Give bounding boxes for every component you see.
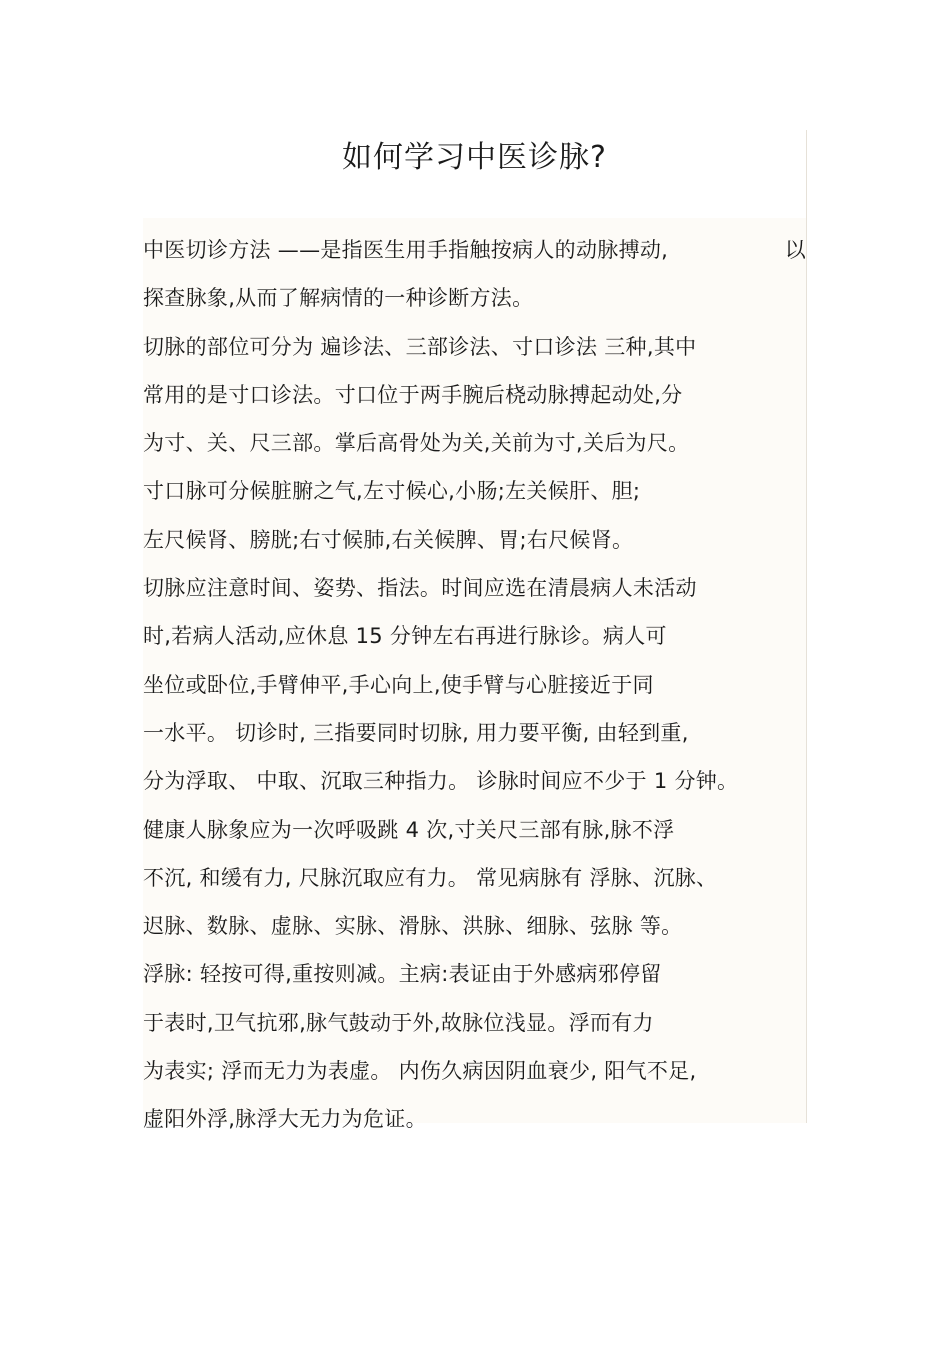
- title-band: [143, 130, 806, 218]
- text-line: [143, 226, 806, 274]
- text-line: 不沉, 和缓有力, 尺脉沉取应有力。 常见病脉有 浮脉、沉脉、: [143, 865, 718, 890]
- text-line: 探查脉象,从而了解病情的一种诊断方法。: [143, 286, 534, 311]
- text-line: 分为浮取、 中取、沉取三种指力。 诊脉时间应不少于 1 分钟。: [143, 769, 739, 794]
- text-line: 为寸、关、尺三部。掌后高骨处为关,关前为寸,关后为尺。: [143, 431, 690, 456]
- text-line: 常用的是寸口诊法。寸口位于两手腕后桡动脉搏起动处,分: [143, 382, 683, 407]
- document-title: 如何学习中医诊脉?: [342, 140, 607, 175]
- text-line-segment: 以: [784, 238, 806, 262]
- text-line: 一水平。 切诊时, 三指要同时切脉, 用力要平衡, 由轻到重,: [143, 720, 689, 745]
- document-body: [143, 226, 806, 1144]
- text-line: 浮脉: 轻按可得,重按则减。主病:表证由于外感病邪停留: [143, 962, 662, 987]
- text-line: 虚阳外浮,脉浮大无力为危证。: [143, 1107, 427, 1132]
- text-line: 迟脉、数脉、虚脉、实脉、滑脉、洪脉、细脉、弦脉 等。: [143, 914, 683, 939]
- text-line: 健康人脉象应为一次呼吸跳 4 次,寸关尺三部有脉,脉不浮: [143, 817, 675, 842]
- text-line: 于表时,卫气抗邪,脉气鼓动于外,故脉位浅显。浮而有力: [143, 1010, 654, 1035]
- text-line: 左尺候肾、膀胱;右寸候肺,右关候脾、胃;右尺候肾。: [143, 527, 634, 552]
- text-line: 时,若病人活动,应休息 15 分钟左右再进行脉诊。病人可: [143, 624, 667, 649]
- document-content: [143, 130, 807, 1132]
- text-line: 切脉应注意时间、姿势、指法。时间应选在清晨病人未活动: [143, 576, 697, 601]
- text-line: 寸口脉可分候脏腑之气,左寸候心,小肠;左关候肝、胆;: [143, 479, 641, 504]
- text-line-segment: 中医切诊方法 ——是指医生用手指触按病人的动脉搏动,: [143, 238, 669, 262]
- text-line: 切脉的部位可分为 遍诊法、三部诊法、寸口诊法 三种,其中: [143, 334, 697, 359]
- text-line: 坐位或卧位,手臂伸平,手心向上,使手臂与心脏接近于同: [143, 672, 654, 697]
- text-line: 为表实; 浮而无力为表虚。 内伤久病因阴血衰少, 阳气不足,: [143, 1059, 697, 1084]
